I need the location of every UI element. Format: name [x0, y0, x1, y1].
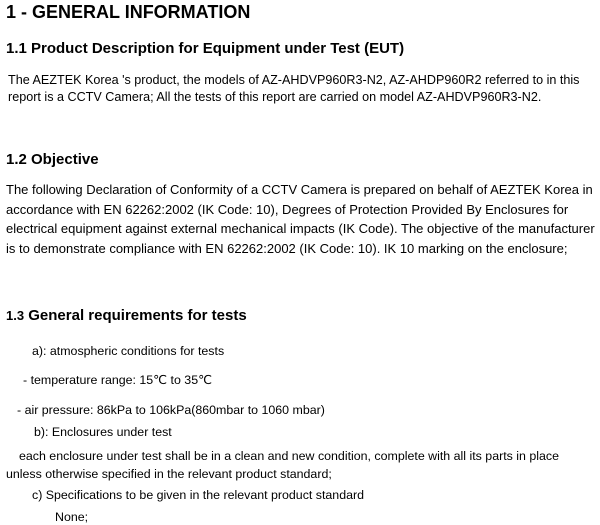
item-a-atmospheric: a): atmospheric conditions for tests [32, 344, 225, 358]
eut-description: The AEZTEK Korea 's product, the models of AZ-AHDVP960R3-N2, AZ-AHDP960R2 referred to in this report is a CCTV Camera; All the tests of this report are carried on model AZ-AHDVP960R3-N2. [8, 73, 580, 104]
requirements-heading-text: General requirements for tests [28, 307, 247, 324]
item-c-specifications: c) Specifications to be given in the relevant product standard [32, 488, 364, 502]
eut-heading: 1.1 Product Description for Equipment under Test (EUT) [6, 40, 405, 57]
objective-text: The following Declaration of Conformity of a CCTV Camera is prepared on behalf of AEZTEK Korea in accordance with EN 62262:2002 (IK Code: 10), Degrees of Protection Provided By Enclosures for electrical equipment against external mechanical impacts (IK Code). The objective of the manufacturer is to demonstrate compliance with EN 62262:2002 (IK Code: 10). IK 10 marking on the enclosure; [6, 182, 595, 256]
air-pressure: - air pressure: 86kPa to 106kPa(860mbar to 1060 mbar) [17, 403, 325, 417]
requirements-heading [6, 307, 247, 324]
item-b-enclosures: b): Enclosures under test [34, 425, 172, 439]
objective-heading: 1.2 Objective [6, 151, 99, 168]
temperature-range: - temperature range: 15℃ to 35℃ [23, 373, 213, 387]
requirements-heading-number: 1.3 [6, 308, 25, 323]
enclosure-condition-text: each enclosure under test shall be in a clean and new condition, complete with all its parts in place unless otherwise specified in the relevant product standard; [6, 449, 559, 481]
none-text: None; [55, 510, 89, 524]
section-title: 1 - GENERAL INFORMATION [6, 2, 251, 22]
